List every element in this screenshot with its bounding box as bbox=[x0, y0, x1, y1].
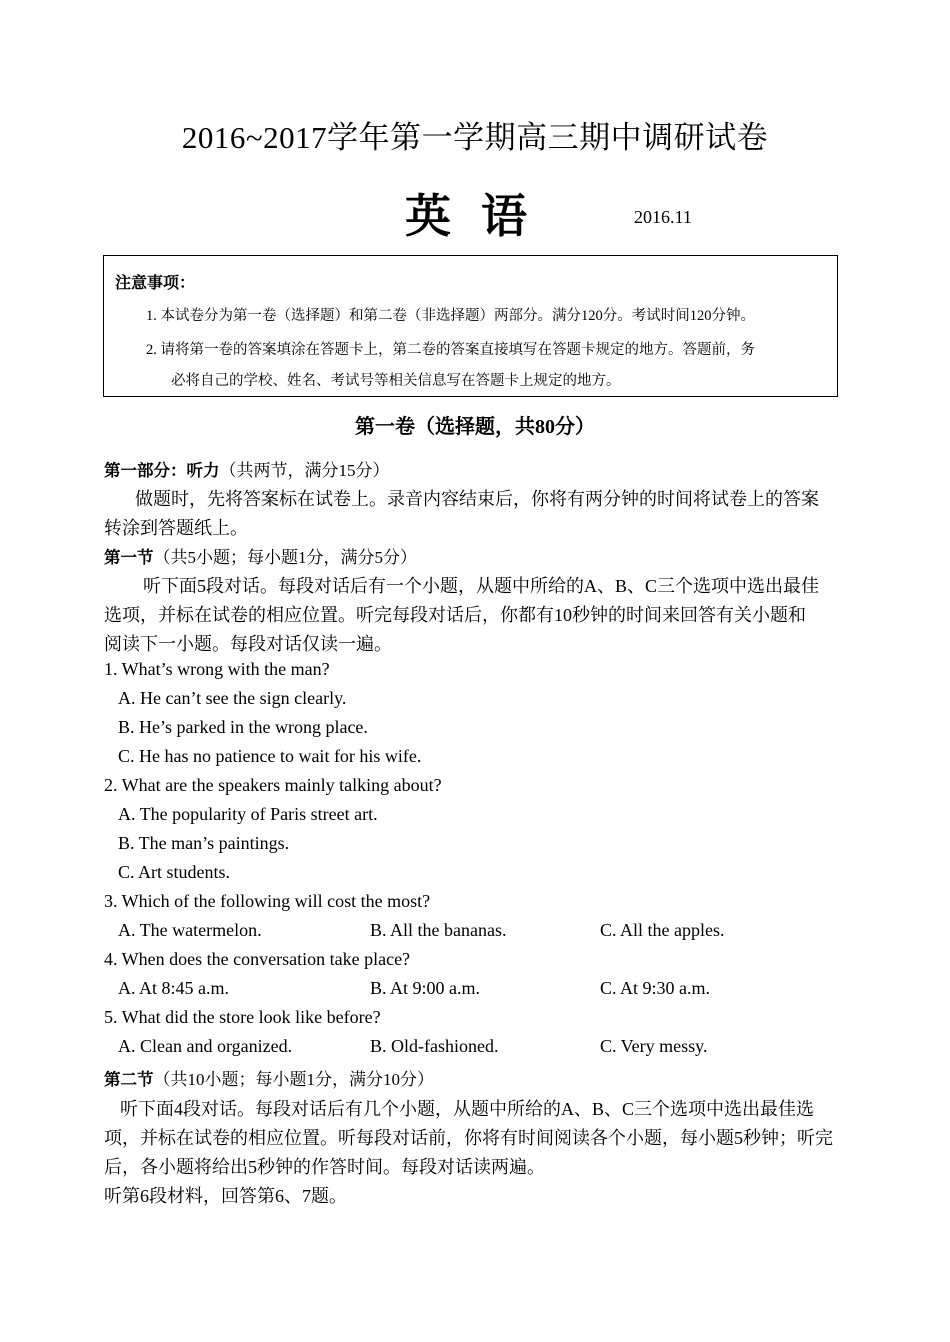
question-stem: 4. When does the conversation take place? bbox=[104, 949, 411, 969]
section1-heading bbox=[104, 543, 417, 568]
section1-instruction: 选项，并标在试卷的相应位置。听完每段对话后，你都有10秒钟的时间来回答有关小题和 bbox=[104, 605, 806, 625]
notice-box bbox=[103, 255, 838, 397]
part1-heading-note: （共两节，满分15分） bbox=[219, 461, 390, 480]
section2-heading-note: （共10小题；每小题1分，满分10分） bbox=[153, 1070, 434, 1089]
question-option: B. Old-fashioned. bbox=[370, 1036, 499, 1056]
section2-instruction: 项，并标在试卷的相应位置。听每段对话前，你将有时间阅读各个小题，每小题5秒钟；听完 bbox=[104, 1128, 833, 1148]
section1-instruction: 听下面5段对话。每段对话后有一个小题，从题中所给的A、B、C三个选项中选出最佳 bbox=[143, 576, 820, 596]
section2-heading bbox=[104, 1065, 434, 1090]
question-option: A. He can’t see the sign clearly. bbox=[118, 688, 347, 708]
question-stem: 3. Which of the following will cost the most? bbox=[104, 891, 431, 911]
exam-date: 2016.11 bbox=[634, 207, 692, 227]
question-option: C. Very messy. bbox=[600, 1036, 708, 1056]
part1-instruction: 转涂到答题纸上。 bbox=[104, 518, 248, 538]
question-option: A. The popularity of Paris street art. bbox=[118, 804, 378, 824]
part1-instruction: 做题时，先将答案标在试卷上。录音内容结束后，你将有两分钟的时间将试卷上的答案 bbox=[135, 489, 819, 509]
section2-heading-text: 第二节 bbox=[104, 1070, 154, 1089]
section1-heading-note: （共5小题；每小题1分，满分5分） bbox=[153, 548, 417, 567]
question-option: A. Clean and organized. bbox=[118, 1036, 293, 1056]
question-option: A. The watermelon. bbox=[118, 920, 262, 940]
section2-instruction: 后，各小题将给出5秒钟的作答时间。每段对话读两遍。 bbox=[104, 1157, 545, 1177]
material-note: 听第6段材料，回答第6、7题。 bbox=[104, 1186, 347, 1206]
section1-heading-text: 第一节 bbox=[104, 548, 154, 567]
question-stem: 5. What did the store look like before? bbox=[104, 1007, 381, 1027]
notice-item: 必将自己的学校、姓名、考试号等相关信息写在答题卡上规定的地方。 bbox=[171, 373, 621, 389]
notice-item: 1. 本试卷分为第一卷（选择题）和第二卷（非选择题）两部分。满分120分。考试时间120分钟。 bbox=[146, 308, 755, 324]
question-option: C. He has no patience to wait for his wife. bbox=[118, 746, 422, 766]
question-option: C. Art students. bbox=[118, 862, 231, 882]
question-option: B. All the bananas. bbox=[370, 920, 507, 940]
volume-title: 第一卷（选择题，共80分） bbox=[355, 416, 595, 438]
part1-heading bbox=[104, 456, 390, 481]
exam-title: 2016~2017学年第一学期高三期中调研试卷 bbox=[181, 120, 769, 155]
question-option: B. He’s parked in the wrong place. bbox=[118, 717, 368, 737]
section2-instruction: 听下面4段对话。每段对话后有几个小题，从题中所给的A、B、C三个选项中选出最佳选 bbox=[120, 1099, 815, 1119]
question-stem: 2. What are the speakers mainly talking about? bbox=[104, 775, 442, 795]
question-option: B. At 9:00 a.m. bbox=[370, 978, 481, 998]
question-option: A. At 8:45 a.m. bbox=[118, 978, 229, 998]
part1-heading-text: 第一部分：听力 bbox=[104, 461, 220, 480]
question-option: B. The man’s paintings. bbox=[118, 833, 290, 853]
question-stem: 1. What’s wrong with the man? bbox=[104, 659, 330, 679]
question-option: C. At 9:30 a.m. bbox=[600, 978, 711, 998]
question-option: C. All the apples. bbox=[600, 920, 725, 940]
notice-item: 2. 请将第一卷的答案填涂在答题卡上，第二卷的答案直接填写在答题卡规定的地方。答题前，务 bbox=[146, 342, 755, 358]
subject-title: 英语 bbox=[405, 191, 557, 242]
notice-title: 注意事项： bbox=[115, 273, 196, 292]
section1-instruction: 阅读下一小题。每段对话仅读一遍。 bbox=[104, 634, 392, 654]
